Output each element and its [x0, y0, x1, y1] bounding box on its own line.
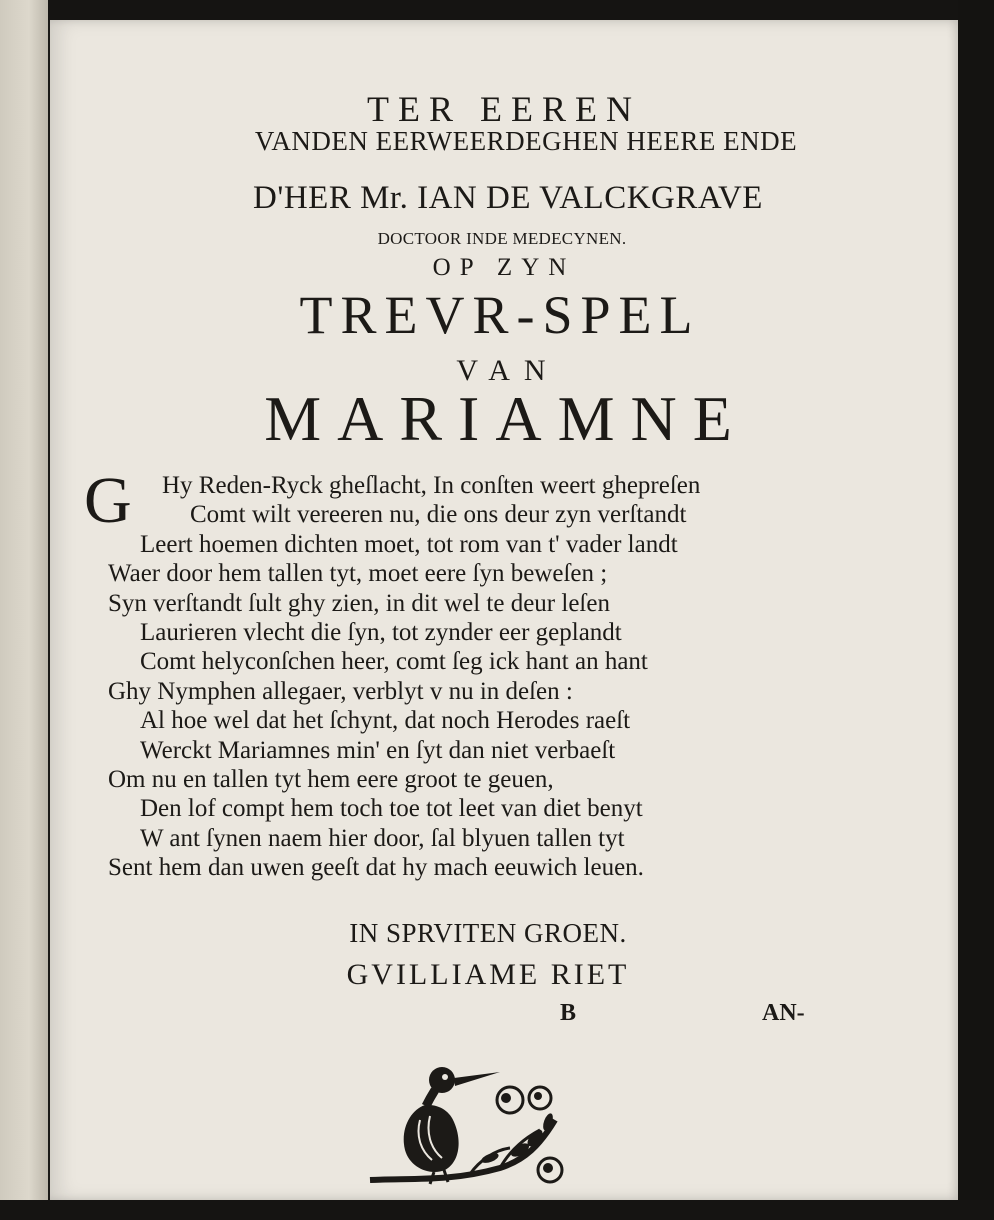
page-bottom-edge — [0, 1200, 994, 1220]
poem-line: Laurieren vlecht die ſyn, tot zynder eer geplandt — [140, 619, 622, 646]
poem-line: Ghy Nymphen allegaer, verblyt v nu in deſen : — [108, 677, 573, 705]
heading-line-title: MARIAMNE — [264, 383, 748, 454]
heading-line-treurspel: TREVR-SPEL — [299, 285, 701, 345]
signature-motto: IN SPRVITEN GROEN. — [349, 918, 627, 948]
poem-line: Om nu en tallen tyt hem eere groot te geuen, — [108, 766, 554, 793]
bird-on-branch-woodcut-icon — [350, 1050, 570, 1200]
heading-line-ter-eeren: TER EEREN — [367, 89, 641, 129]
poem-line: Sent hem dan uwen geeſt dat hy mach eeuwich leuen. — [108, 854, 644, 882]
heading-line-van: VAN — [456, 354, 560, 387]
poem-dropcap: G — [84, 464, 132, 537]
heading-line-op-zyn: OP ZYN — [432, 254, 576, 281]
poem-line: Syn verſtandt ſult ghy zien, in dit wel te deur leſen — [108, 589, 610, 617]
heading-line-dedication: VANDEN EERWEERDEGHEN HEERE ENDE — [254, 126, 798, 156]
poem-line: Waer door hem tallen tyt, moet eere ſyn beweſen ; — [108, 560, 608, 588]
poem-line: W ant ſynen naem hier door, ſal blyuen tallen tyt — [140, 824, 625, 852]
catchword: AN- — [762, 1000, 805, 1026]
binding-shadow-right — [958, 0, 994, 1220]
poem-line: Hy Reden-Ryck gheſlacht, In conſten weert ghepreſen — [162, 472, 701, 499]
poem-line: Leert hoemen dichten moet, tot rom van t' vader landt — [140, 530, 678, 558]
facing-page-edge — [0, 0, 48, 1220]
poem-line: Comt wilt vereeren nu, die ons deur zyn verſtandt — [190, 501, 687, 529]
signature-mark: B — [560, 1000, 577, 1026]
poem-line: Comt helyconſchen heer, comt ſeg ick hant an hant — [140, 648, 648, 676]
poem-line: Al hoe wel dat het ſchynt, dat noch Herodes raeſt — [140, 707, 631, 735]
book-page — [50, 20, 958, 1200]
heading-line-name: D'HER Mr. IAN DE VALCKGRAVE — [253, 180, 763, 216]
signature-name: GVILLIAME RIET — [346, 958, 630, 991]
heading-line-doctor: DOCTOOR INDE MEDECYNEN. — [377, 229, 627, 248]
poem-line: Werckt Mariamnes min' en ſyt dan niet verbaeſt — [140, 736, 616, 764]
poem-line: Den lof compt hem toch toe tot leet van diet benyt — [140, 795, 643, 823]
page-top-edge — [0, 0, 994, 20]
